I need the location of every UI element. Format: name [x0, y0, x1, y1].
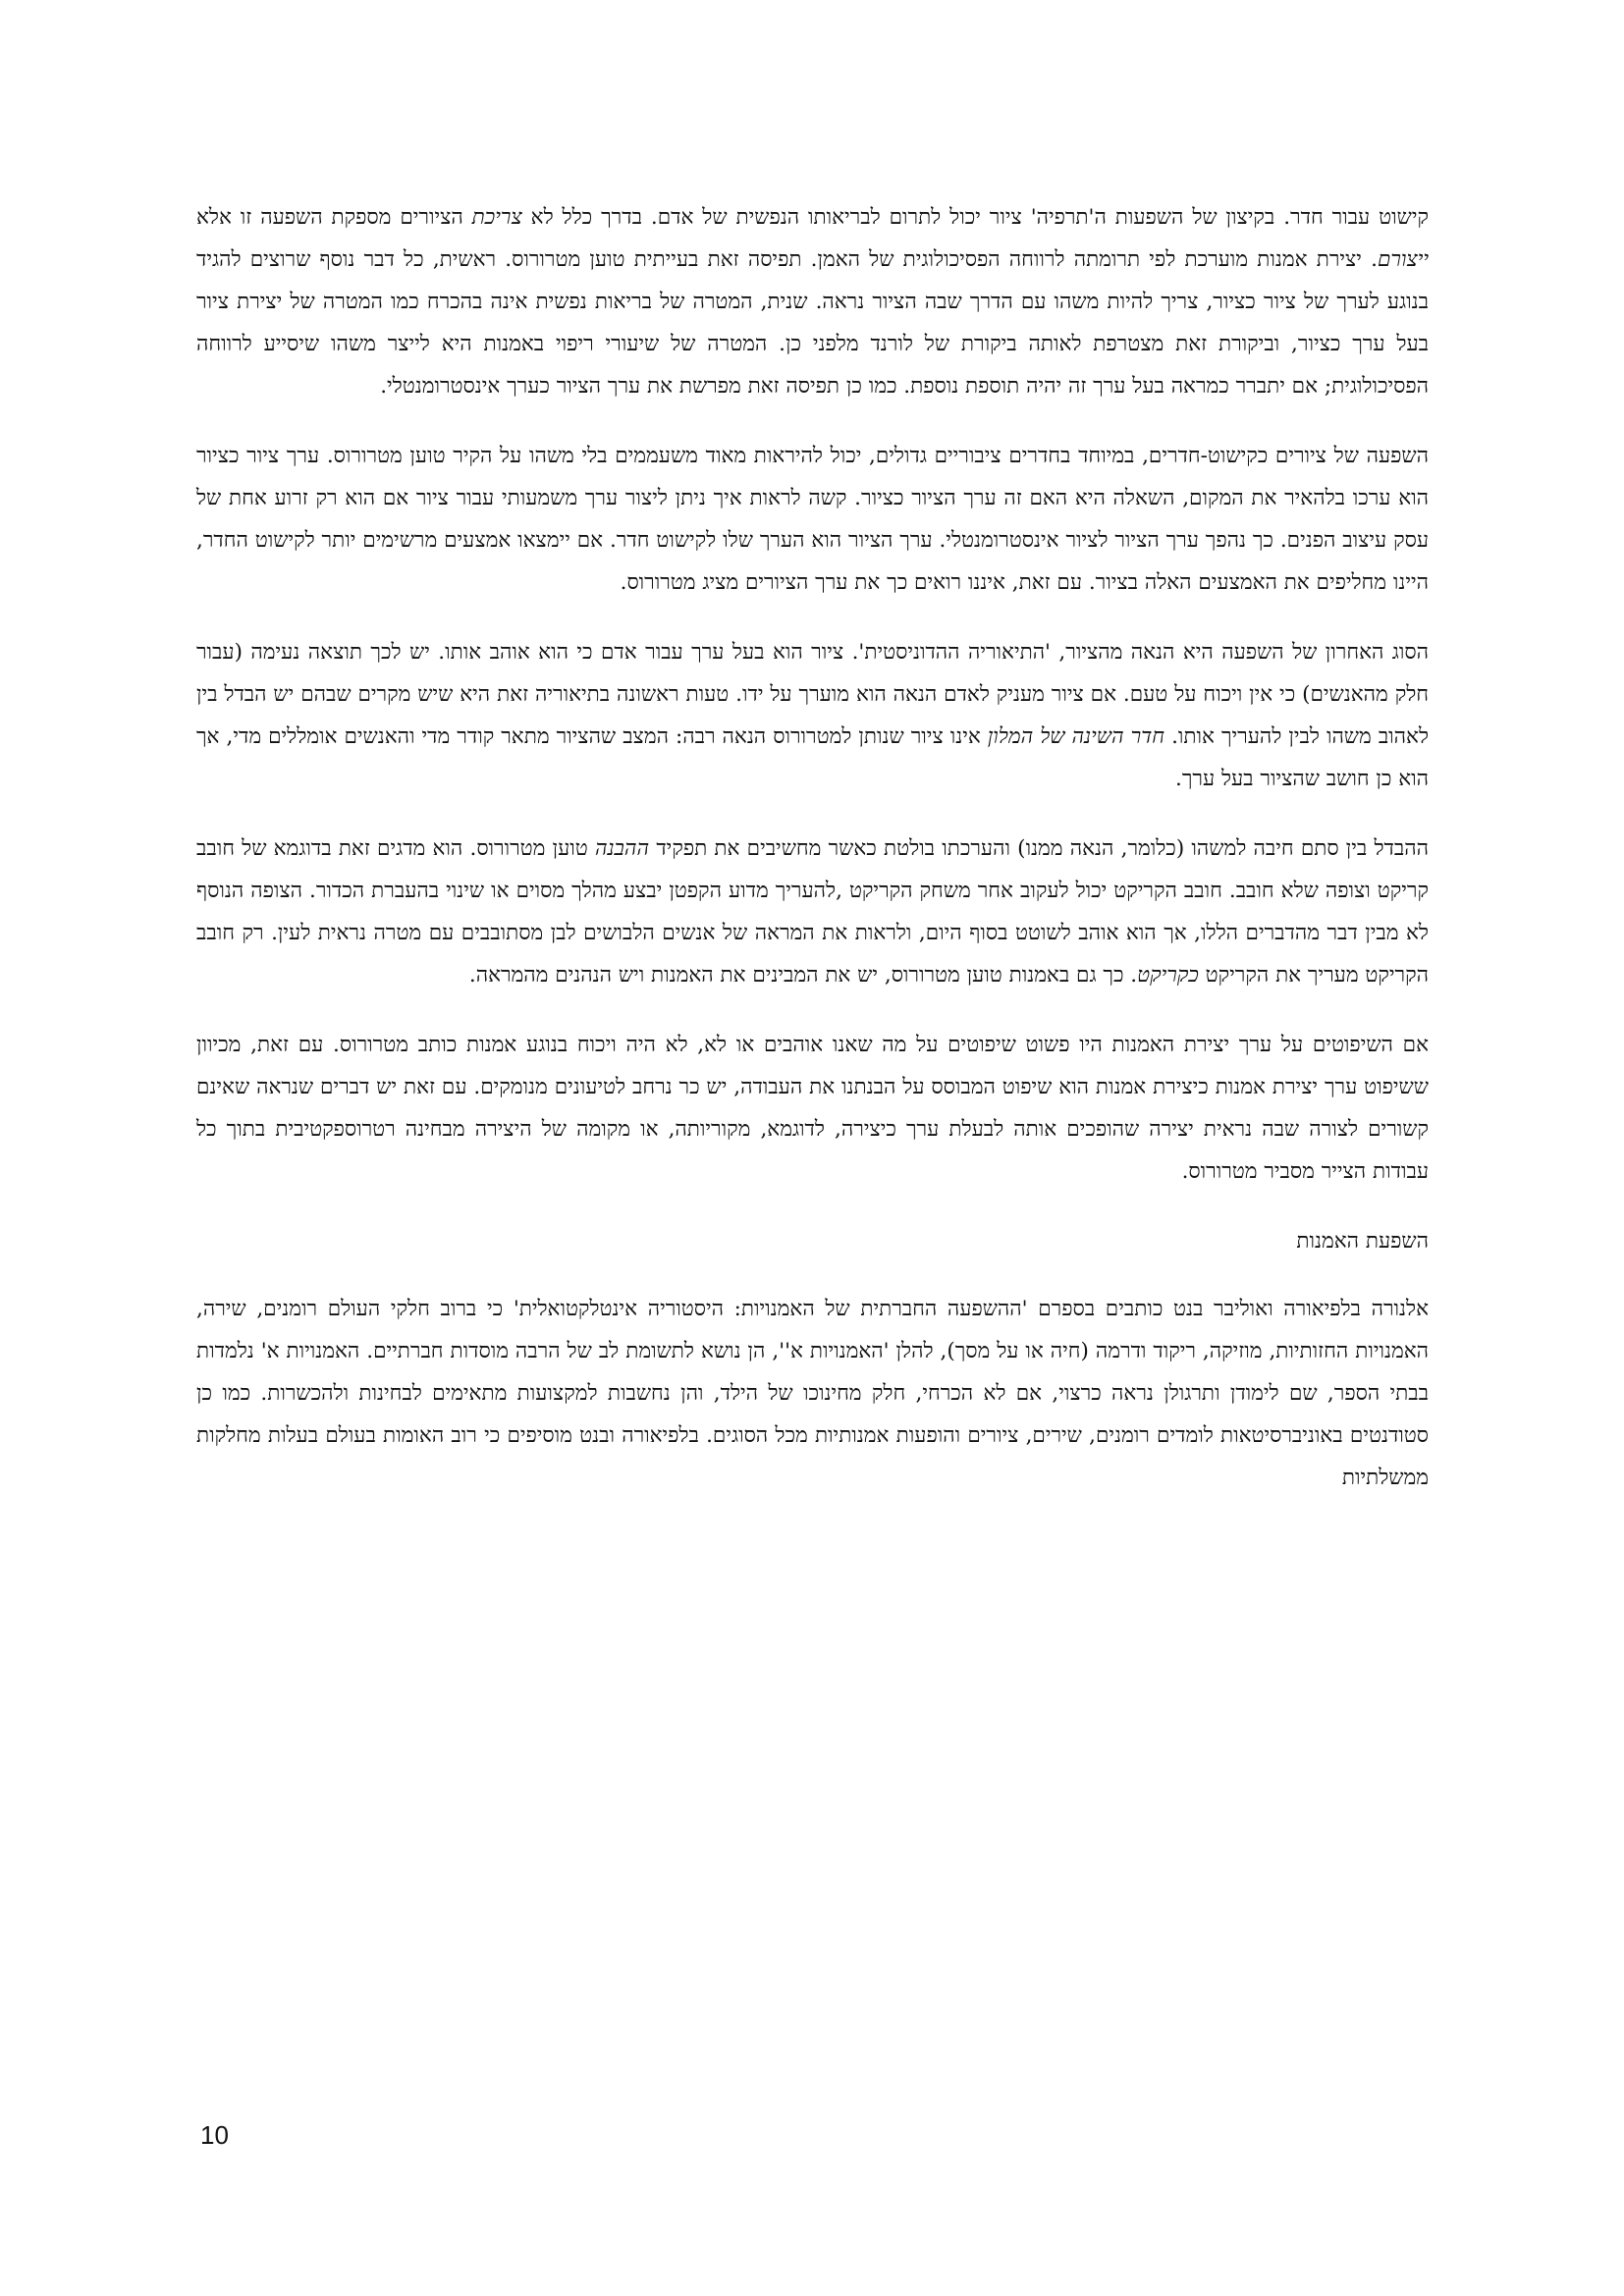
italic-run: ההבנה [594, 836, 650, 861]
text-run: הציורים מספקת השפעה זו אלא [196, 205, 472, 230]
text-run: . יצירת אמנות מוערכת לפי תרומתה לרווחה הפסיכולוגית של האמן. תפיסה זאת בעייתית טוען מטרורוס. ראשית, כל דבר נוסף שרוצים להגיד בנוגע לערך של ציור כציור, צריך להיות משהו עם הדרך שבה הציור נראה. שנית, המטרה של בריאות נפשית אינה בהכרח כמו המטרה של יצירת ציור בעל ערך כציור, וביקורת זאת מצטרפת לאותה ביקורת של לורנד מלפני כן. המטרה של שיעורי ריפוי באמנות היא לייצר משהו שיסייע לרווחה הפסיכולוגית; אם יתברר כמראה בעל ערך זה יהיה תוספת נוספת. כמו כן תפיסה זאת מפרשת את ערך הציור כערך אינסטרומנטלי. [196, 247, 1429, 399]
document-page [196, 196, 1429, 1526]
text-run: אינו ציור שנותן למטרורוס הנאה רבה: המצב שהציור מתאר קודר מדי והאנשים אומללים מדי, אך הוא כן חושב שהציור בעל ערך. [196, 724, 1429, 791]
text-run: ההבדל בין סתם חיבה למשהו (כלומר, הנאה ממנו) והערכתו בולטת כאשר מחשיבים את תפקיד [649, 836, 1429, 861]
italic-run: צריכת [471, 205, 522, 230]
text-run: השפעה של ציורים כקישוט-חדרים, במיוחד בחדרים ציבוריים גדולים, יכול להיראות מאוד משעממים בלי משהו על הקיר טוען מטרורוס. ערך ציור כציור הוא ערכו בלהאיר את המקום, השאלה היא האם זה ערך הציור כציור. קשה לראות איך ניתן ליצור ערך משמעותי עבור ציור אם הוא רק זרוע אחת של עסק עיצוב הפנים. כך נהפך ערך הציור לציור אינסטרומנטלי. ערך הציור הוא הערך שלו לקישוט חדר. אם יימצאו אמצעים מרשימים יותר לקישוט החדר, היינו מחליפים את האמצעים האלה בציור. עם זאת, איננו רואים כך את ערך הציורים מציג מטרורוס. [196, 444, 1429, 595]
paragraph-1 [196, 196, 1429, 407]
text-run: . כך גם באמנות טוען מטרורוס, יש את המבינים את האמנות ויש הנהנים מהמראה. [468, 963, 1138, 988]
text-run: טוען מטרורוס. הוא מדגים זאת בדוגמא של חובב קריקט וצופה שלא חובב. חובב הקריקט יכול לעקוב אחר משחק הקריקט ,להעריך מדוע הקפטן יבצע מהלך מסוים או שינוי בהעברת הכדור. הצופה הנוסף לא מבין דבר מהדברים הללו, אך הוא אוהב לשוטט בסוף היום, ולראות את המראה של אנשים הלבושים לבן מסתובבים עם מטרה נראית לעין. רק חובב הקריקט מעריך את הקריקט [196, 836, 1429, 988]
italic-run: חדר השינה של המלון [987, 724, 1165, 749]
italic-run: כקריקט [1137, 963, 1199, 988]
paragraph-3 [196, 631, 1429, 800]
paragraph-5 [196, 1024, 1429, 1193]
paragraph-2 [196, 435, 1429, 604]
text-run: קישוט עבור חדר. בקיצון של השפעות ה'תרפיה' ציור יכול לתרום לבריאותו הנפשית של אדם. בדרך כלל לא [521, 205, 1429, 230]
text-run: הסוג האחרון של השפעה היא הנאה מהציור, 'התיאוריה ההדוניסטית'. ציור הוא בעל ערך עבור אדם כי הוא אוהב אותו. יש לכך תוצאה נעימה (עבור חלק מהאנשים) כי אין ויכוח על טעם. אם ציור מעניק לאדם הנאה הוא מוערך על ידו. טעות ראשונה בתיאוריה זאת היא שיש מקרים שבהם יש הבדל בין לאהוב משהו לבין להעריך אותו. [196, 640, 1430, 749]
text-run: אם השיפוטים על ערך יצירת האמנות היו פשוט שיפוטים על מה שאנו אוהבים או לא, לא היה ויכוח בנוגע אמנות כותב מטרורוס. עם זאת, מכיוון ששיפוט ערך יצירת אמנות כיצירת אמנות הוא שיפוט המבוסס על הבנתנו את העבודה, יש כר נרחב לטיעונים מנומקים. עם זאת יש דברים שנראה שאינם קשורים לצורה שבה נראית יצירה שהופכים אותה לבעלת ערך כיצירה, לדוגמא, מקוריותה, או מקומה של היצירה מבחינה רטרוספקטיבית בתוך כל עבודות הצייר מסביר מטרורוס. [196, 1033, 1429, 1184]
italic-run: ייצורם [1377, 247, 1429, 272]
section-heading: השפעת האמנות [1296, 1229, 1429, 1254]
paragraph-4 [196, 828, 1429, 996]
paragraph-6: אלנורה בלפיאורה ואוליבר בנט כותבים בספרם 'ההשפעה החברתית של האמנויות: היסטוריה אינטלקטואלית' כי ברוב חלקי העולם רומנים, שירה, האמנויות החזותיות, מוזיקה, ריקוד ודרמה (חיה או על מסך), להלן 'האמנויות א'', הן נושא לתשומת לב של הרבה מוסדות חברתיים. האמנויות א' נלמדות בבתי הספר, שם לימודן ותרגולן נראה כרצוי, אם לא הכרחי, חלק מחינוכו של הילד, והן נחשבות למקצועות מתאימים לבחינות ולהכשרות. כמו כן סטודנטים באוניברסיטאות לומדים רומנים, שירים, ציורים והופעות אמנותיות מכל הסוגים. בלפיאורה ובנט מוסיפים כי רוב האומות בעולם בעלות מחלקות ממשלתיות [196, 1297, 1429, 1490]
page-number: 10 [200, 2120, 229, 2150]
